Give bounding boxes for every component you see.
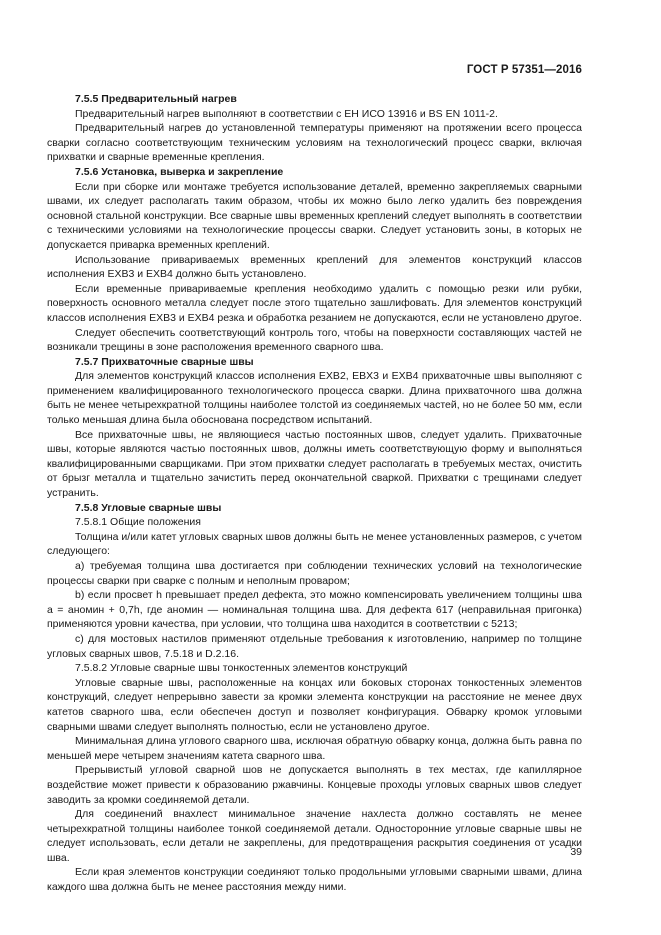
paragraph: Использование привариваемых временных креплений для элементов конструкций классов исполнения EXB3 и EXB4 должно быть установлено.	[47, 253, 582, 281]
section-heading: 7.5.8 Угловые сварные швы	[75, 501, 222, 514]
paragraph: Прерывистый угловой сварной шов не допускается выполнять в тех местах, где капиллярное воздействие может привести к образованию ржавчины. Концевые проходы угловых сварных швов следует заводить за кромки соединяемой детали.	[47, 764, 582, 806]
paragraph: a) требуемая толщина шва достигается при соблюдении технических условий на технологические процессы сварки при сварке с полным и неполным проваром;	[47, 560, 582, 587]
paragraph: Все прихваточные швы, не являющиеся частью постоянных швов, следует удалить. Прихваточные швы, которые являются частью постоянных швов, должны иметь соответствующую форму и выполняться квалифицированными сварщиками. При этом прихватки следует располагать в требуемых местах, очистить от брызг металла и тщательно зачистить перед окончательной сваркой. Прихватки с трещинами следует устранить.	[47, 428, 582, 500]
page-number: 39	[570, 846, 582, 858]
paragraph: 7.5.8.2 Угловые сварные швы тонкостенных элементов конструкций	[75, 662, 408, 675]
paragraph: Если края элементов конструкции соединяют только продольными угловыми сварными швами, длина каждого шва должна быть не менее расстояния между ними.	[47, 866, 582, 894]
document-standard-header: ГОСТ Р 57351—2016	[466, 64, 582, 76]
section-heading: 7.5.5 Предварительный нагрев	[75, 93, 237, 105]
paragraph: b) если просвет h превышает предел дефекта, это можно компенсировать увеличением толщины шва a = aномин + 0,7h, где aномин — номинальная толщина шва. Для дефекта 617 (неправильная пригонка) применяются уровни качества, при условии, что толщина шва находится в соответствии с 5213;	[47, 589, 582, 631]
paragraph: Угловые сварные швы, расположенные на концах или боковых сторонах тонкостенных элементов конструкций, следует непрерывно завести за кромки элемента конструкции на расстояние не менее двух катетов сварного шва, если обеспечен доступ и позволяет конфигурация. Обварку кромок угловыми сварными швами следует выполнять полностью, если не установлено другое.	[47, 676, 582, 733]
document-body	[47, 92, 582, 895]
paragraph: Минимальная длина углового сварного шва, исключая обратную обварку конца, должна быть равна по меньшей мере четырем значениям катета сварного шва.	[47, 735, 582, 762]
section-heading: 7.5.7 Прихваточные сварные швы	[75, 355, 254, 368]
paragraph: c) для мостовых настилов применяют отдельные требования к изготовлению, например по толщине угловых сварных швов, 7.5.18 и D.2.16.	[47, 632, 582, 660]
paragraph: Если при сборке или монтаже требуется использование деталей, временно закрепляемых сварными швами, их следует располагать таким образом, чтобы их можно было легко удалить без повреждения основной стальной конструкции. Все сварные швы временных креплений следует выполнять в соответствии с техническими условиями на технологические процессы сварки. Следует установить зоны, в которых не допускается приварка временных креплений.	[47, 180, 582, 251]
paragraph: Для элементов конструкций классов исполнения EXB2, EBX3 и EXB4 прихваточные швы выполняют с применением квалифицированного технологического процесса сварки. Длина прихваточного шва должна быть не менее четырехкратной толщины наиболее толстой из соединяемых частей, но не более 50 мм, если только меньшая длина была обоснована посредством испытаний.	[47, 370, 582, 427]
paragraph: Предварительный нагрев выполняют в соответствии с ЕН ИСО 13916 и BS EN 1011-2.	[75, 107, 498, 120]
paragraph: Если временные привариваемые крепления необходимо удалить с помощью резки или рубки, поверхность основного металла следует после этого тщательно зашлифовать. Для элементов конструкций классов исполнения EXB3 и EXB4 резка и обработка резанием не допускаются, если не установлено другое.	[47, 282, 582, 324]
paragraph: Предварительный нагрев до установленной температуры применяют на протяжении всего процесса сварки согласно соответствующим техническим условиям на технологический процесс сварки, включая прихватки и сварные временные крепления.	[47, 122, 582, 164]
paragraph: Для соединений внахлест минимальное значение нахлеста должно составлять не менее четырехкратной толщины наиболее тонкой соединяемой детали. Односторонние угловые сварные швы не следует использовать, если детали не закреплены, для предотвращения раскрытия соединения от усадки шва.	[47, 808, 582, 864]
paragraph: Толщина и/или катет угловых сварных швов должны быть не менее установленных размеров, с учетом следующего:	[47, 530, 582, 558]
section-heading: 7.5.6 Установка, выверка и закрепление	[75, 165, 284, 178]
paragraph: 7.5.8.1 Общие положения	[75, 516, 201, 529]
paragraph: Следует обеспечить соответствующий контроль того, чтобы на поверхности составляющих частей не возникали трещины в зоне расположения временного сварного шва.	[47, 326, 582, 354]
